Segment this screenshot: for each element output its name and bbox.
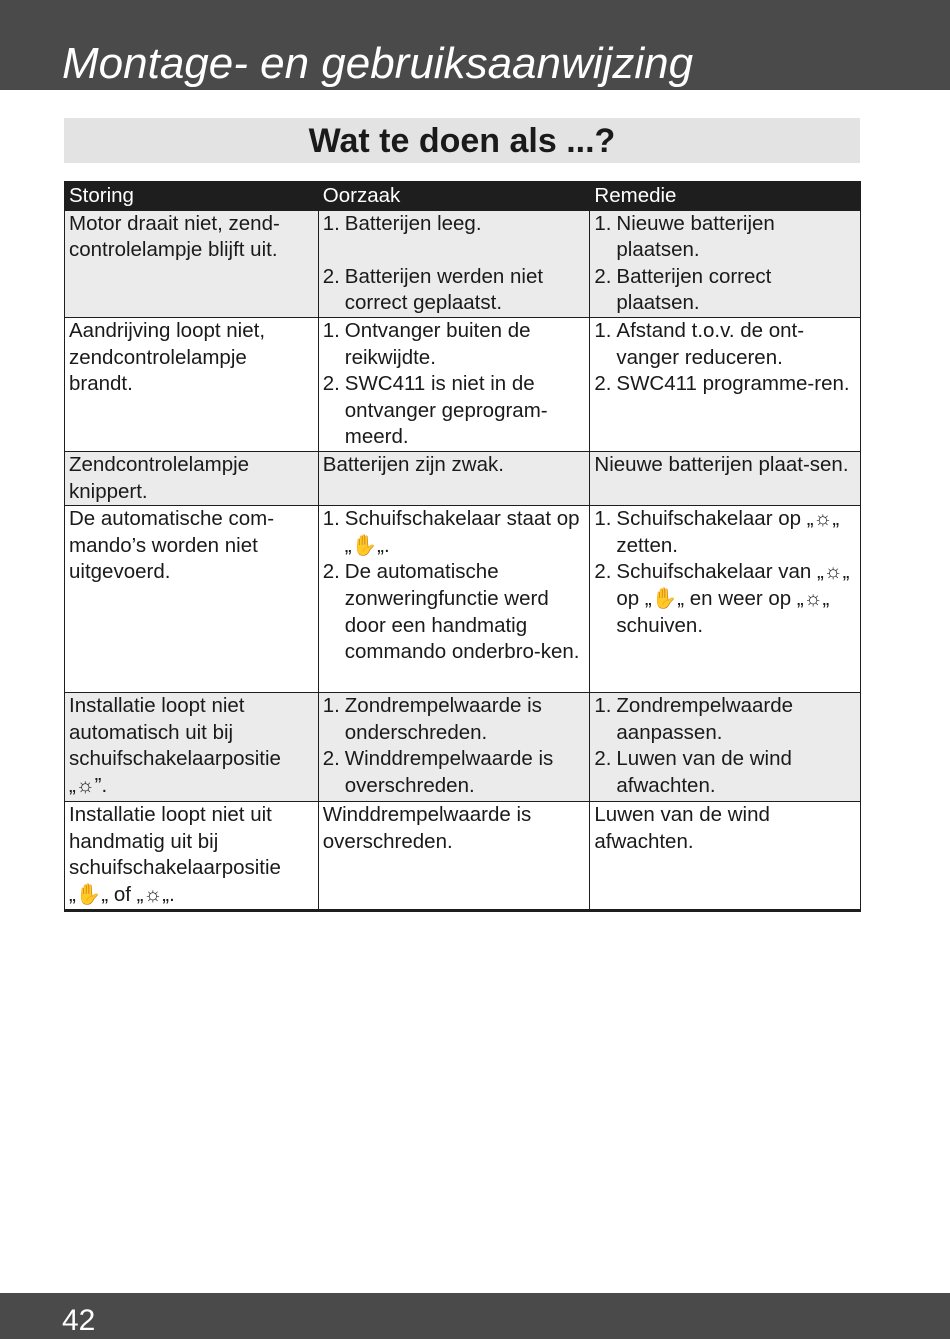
list-item: 2. Schuifschakelaar van „☼„ op „✋„ en weer op „☼„ schuiven.: [594, 560, 850, 637]
list-item: 1. Zondrempelwaarde is onderschreden.: [322, 694, 542, 744]
table-row: [65, 802, 861, 910]
remedy-list: [594, 211, 856, 317]
oorzaak-cell: [318, 317, 590, 451]
troubleshooting-table: [64, 181, 861, 912]
list-item: 1. Zondrempelwaarde aanpassen.: [594, 694, 794, 744]
remedie-cell: Luwen van de wind afwachten.: [590, 802, 861, 910]
header-bar: [0, 0, 950, 90]
remedy-list: [594, 318, 856, 398]
list-item: 2. SWC411 programme-ren.: [594, 372, 850, 396]
page-header-title: Montage- en gebruiksaanwijzing: [62, 39, 694, 88]
cause-list: [323, 211, 586, 317]
list-item: 2. Batterijen correct plaatsen.: [594, 264, 772, 315]
footer-bar: [0, 1293, 950, 1339]
list-item: 1. Afstand t.o.v. de ont-vanger reduceren.: [594, 318, 805, 369]
storing-cell: Zendcontrolelampje knippert.: [65, 451, 319, 505]
list-item: 2. Batterijen werden niet correct geplaatst.: [322, 264, 544, 315]
oorzaak-cell: [318, 693, 590, 802]
remedie-cell: Nieuwe batterijen plaat-sen.: [590, 451, 861, 505]
section-title-box: [64, 118, 860, 163]
remedy-list: [594, 693, 856, 799]
storing-cell: Aandrijving loopt niet, zendcontrolelampje brandt.: [65, 317, 319, 451]
list-item: 2. Luwen van de wind afwachten.: [594, 747, 792, 797]
list-item: 2. De automatische zonweringfunctie werd door een handmatig commando onderbro-ken.: [322, 560, 580, 664]
oorzaak-cell: [318, 506, 590, 693]
column-header-storing: Storing: [65, 182, 319, 211]
cause-list: [323, 693, 586, 799]
cause-list: [323, 318, 586, 451]
table-row: [65, 506, 861, 693]
list-item: 1. Nieuwe batterijen plaatsen.: [594, 211, 775, 262]
section-title: Wat te doen als ...?: [308, 121, 616, 160]
column-header-remedie: Remedie: [590, 182, 861, 211]
list-item: 1. Batterijen leeg.: [322, 211, 482, 235]
storing-cell: Installatie loopt niet uit handmatig uit bij schuifschakelaarpositie „✋„ of „☼„.: [65, 802, 319, 910]
list-item: 2. SWC411 is niet in de ontvanger geprogram-meerd.: [322, 372, 548, 449]
column-header-oorzaak: Oorzaak: [318, 182, 590, 211]
remedy-list: [594, 506, 856, 639]
page-number: 42: [62, 1304, 96, 1337]
table-header-row: [65, 182, 861, 211]
remedie-cell: [590, 317, 861, 451]
oorzaak-cell: Winddrempelwaarde is overschreden.: [318, 802, 590, 910]
list-spacer: [323, 237, 586, 264]
remedie-cell: [590, 693, 861, 802]
storing-cell: Installatie loopt niet automatisch uit bij schuifschakelaarpositie „☼”.: [65, 693, 319, 802]
list-item: 1. Ontvanger buiten de reikwijdte.: [322, 318, 531, 369]
table-row: [65, 693, 861, 802]
list-item: 2. Winddrempelwaarde is overschreden.: [322, 747, 554, 797]
table-row: [65, 451, 861, 505]
remedie-cell: [590, 506, 861, 693]
oorzaak-cell: Batterijen zijn zwak.: [318, 451, 590, 505]
storing-cell: Motor draait niet, zend-controlelampje blijft uit.: [65, 210, 319, 317]
list-item: 1. Schuifschakelaar staat op „✋„.: [322, 507, 580, 557]
remedie-cell: [590, 210, 861, 317]
table-row: [65, 210, 861, 317]
cause-list: [323, 506, 586, 666]
table-row: [65, 317, 861, 451]
list-item: 1. Schuifschakelaar op „☼„ zetten.: [594, 507, 840, 557]
storing-cell: De automatische com-mando’s worden niet uitgevoerd.: [65, 506, 319, 693]
oorzaak-cell: [318, 210, 590, 317]
